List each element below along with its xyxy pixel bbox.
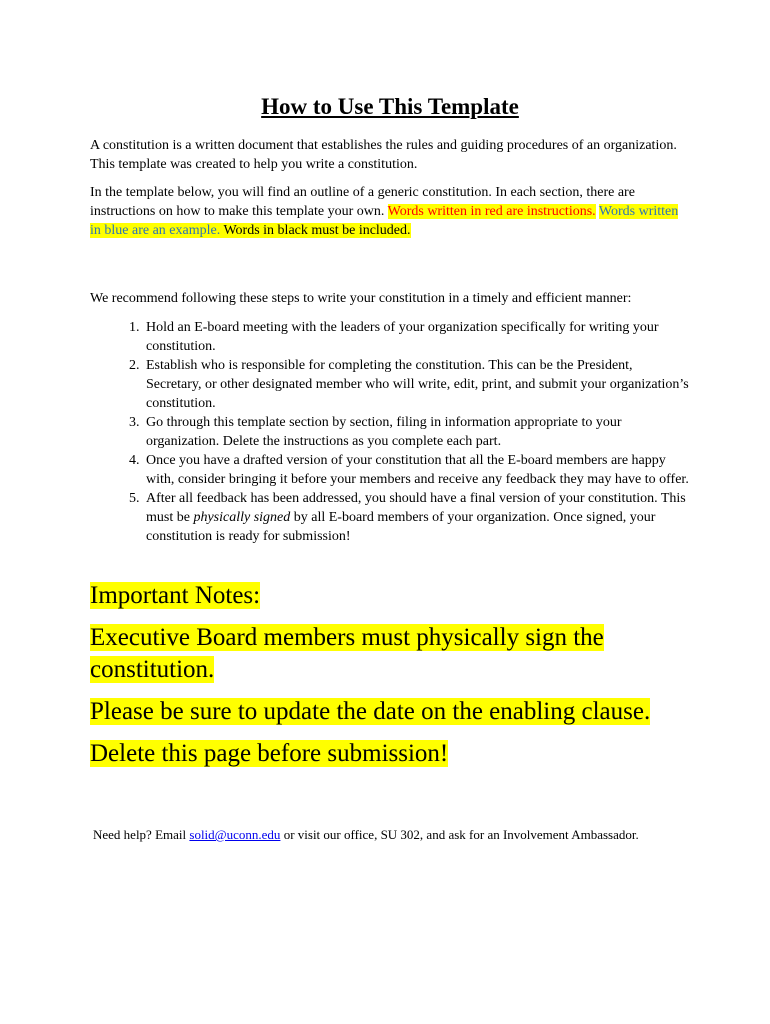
intro-paragraph: A constitution is a written document that establishes the rules and guiding procedures of an organization. This template was created to help you write a constitution. [90, 138, 677, 172]
steps-list [90, 318, 690, 546]
step-item [143, 489, 690, 546]
step-text: by all E-board members of your organization. Once signed, your constitution is ready for submission! [146, 510, 656, 544]
note-text: Delete this page before submission! [90, 740, 449, 767]
document-page [90, 92, 690, 844]
step-item: 2. Establish who is responsible for completing the constitution. This can be the President, Secretary, or other designated member who will write, edit, print, and submit your organization’s constitution. [143, 356, 690, 413]
important-notes-heading [90, 580, 690, 612]
help-prefix: Need help? Email [93, 827, 190, 842]
instructions-plain-text: In the template below, you will find an outline of a generic constitution. In each section, there are instructions on how to make this template your own. [90, 185, 635, 219]
step-item: 1. Hold an E-board meeting with the leaders of your organization specifically for writing your constitution. [143, 318, 690, 356]
recommend-paragraph: We recommend following these steps to write your constitution in a timely and efficient manner: [90, 291, 632, 306]
important-note [90, 696, 690, 728]
blue-example-note: Words written in blue are an example. [90, 204, 679, 238]
step-item: 3. Go through this template section by section, filing in information appropriate to your organization. Delete the instructions as you complete each part. [143, 413, 690, 451]
step-text: After all feedback has been addressed, you should have a final version of your constitution. This must be [146, 491, 686, 525]
black-included-note: Words in black must be included. [220, 223, 411, 238]
help-suffix: or visit our office, SU 302, and ask for an Involvement Ambassador. [280, 827, 639, 842]
note-text: Executive Board members must physically sign the constitution. [90, 624, 604, 683]
instructions-paragraph [90, 183, 690, 240]
note-text: Please be sure to update the date on the enabling clause. [90, 698, 651, 725]
step-item: 4. Once you have a drafted version of your constitution that all the E-board members are happy with, consider bringing it before your members and receive any feedback they may have to offer. [143, 451, 690, 489]
page-title: How to Use This Template [261, 94, 519, 119]
important-note [90, 622, 690, 686]
red-instructions-note: Words written in red are instructions. [387, 204, 596, 219]
help-footer [93, 826, 690, 844]
step-emphasis: physically signed [193, 510, 291, 525]
notes-heading-text: Important Notes: [90, 582, 261, 609]
email-link[interactable]: solid@uconn.edu [189, 827, 281, 842]
important-note [90, 738, 690, 770]
